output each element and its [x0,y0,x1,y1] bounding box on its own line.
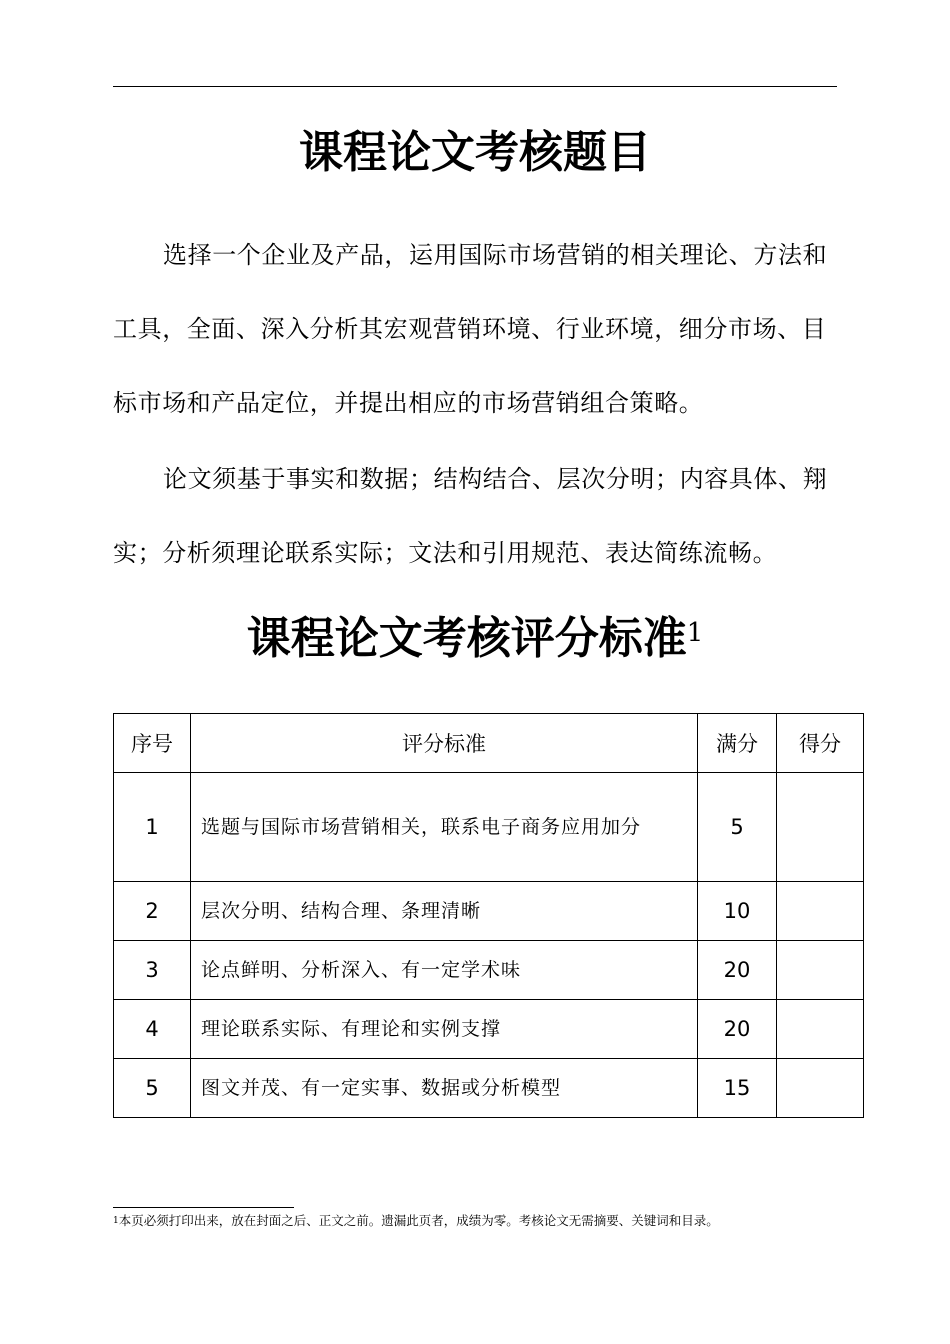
row-criterion: 图文并茂、有一定实事、数据或分析模型 [191,1059,698,1118]
grading-criteria-title [0,614,950,664]
row-score-cell[interactable] [777,941,864,1000]
row-score-cell[interactable] [777,882,864,941]
row-criterion: 选题与国际市场营销相关，联系电子商务应用加分 [191,773,698,882]
table-row [114,941,864,1000]
table-header-row [114,714,864,773]
row-score-cell[interactable] [777,1000,864,1059]
row-full-score: 5 [698,773,777,882]
row-score-cell[interactable] [777,773,864,882]
header-number: 序号 [114,714,191,773]
header-score-obtained: 得分 [777,714,864,773]
row-criterion: 论点鲜明、分析深入、有一定学术味 [191,941,698,1000]
footnote [113,1213,719,1229]
footnote-text: 本页必须打印出来，放在封面之后、正文之前。遗漏此页者，成绩为零。考核论文无需摘要、关键词和目录。 [118,1213,719,1228]
table-row [114,1059,864,1118]
row-full-score: 20 [698,941,777,1000]
table-row [114,1000,864,1059]
row-number: 2 [114,882,191,941]
header-rule [113,86,837,87]
header-criterion: 评分标准 [191,714,698,773]
row-full-score: 20 [698,1000,777,1059]
grading-criteria-title-text: 课程论文考核评分标准 [246,613,687,664]
row-criterion: 层次分明、结构合理、条理清晰 [191,882,698,941]
assignment-title: 课程论文考核题目 [299,127,651,178]
assignment-description: 选择一个企业及产品，运用国际市场营销的相关理论、方法和工具，全面、深入分析其宏观营销环境、行业环境，细分市场、目标市场和产品定位，并提出相应的市场营销组合策略。 [113,241,828,417]
table-row [114,882,864,941]
row-number: 1 [114,773,191,882]
footnote-reference: 1 [686,618,704,648]
header-full-score: 满分 [698,714,777,773]
row-full-score: 10 [698,882,777,941]
row-number: 3 [114,941,191,1000]
assignment-requirements: 论文须基于事实和数据；结构结合、层次分明；内容具体、翔实；分析须理论联系实际；文法和引用规范、表达简练流畅。 [113,465,828,567]
footnote-separator [113,1207,294,1208]
row-number: 5 [114,1059,191,1118]
footnote-marker: 1 [113,1216,119,1226]
row-criterion: 理论联系实际、有理论和实例支撑 [191,1000,698,1059]
grading-table [113,713,864,1118]
table-row [114,773,864,882]
row-number: 4 [114,1000,191,1059]
row-score-cell[interactable] [777,1059,864,1118]
row-full-score: 15 [698,1059,777,1118]
